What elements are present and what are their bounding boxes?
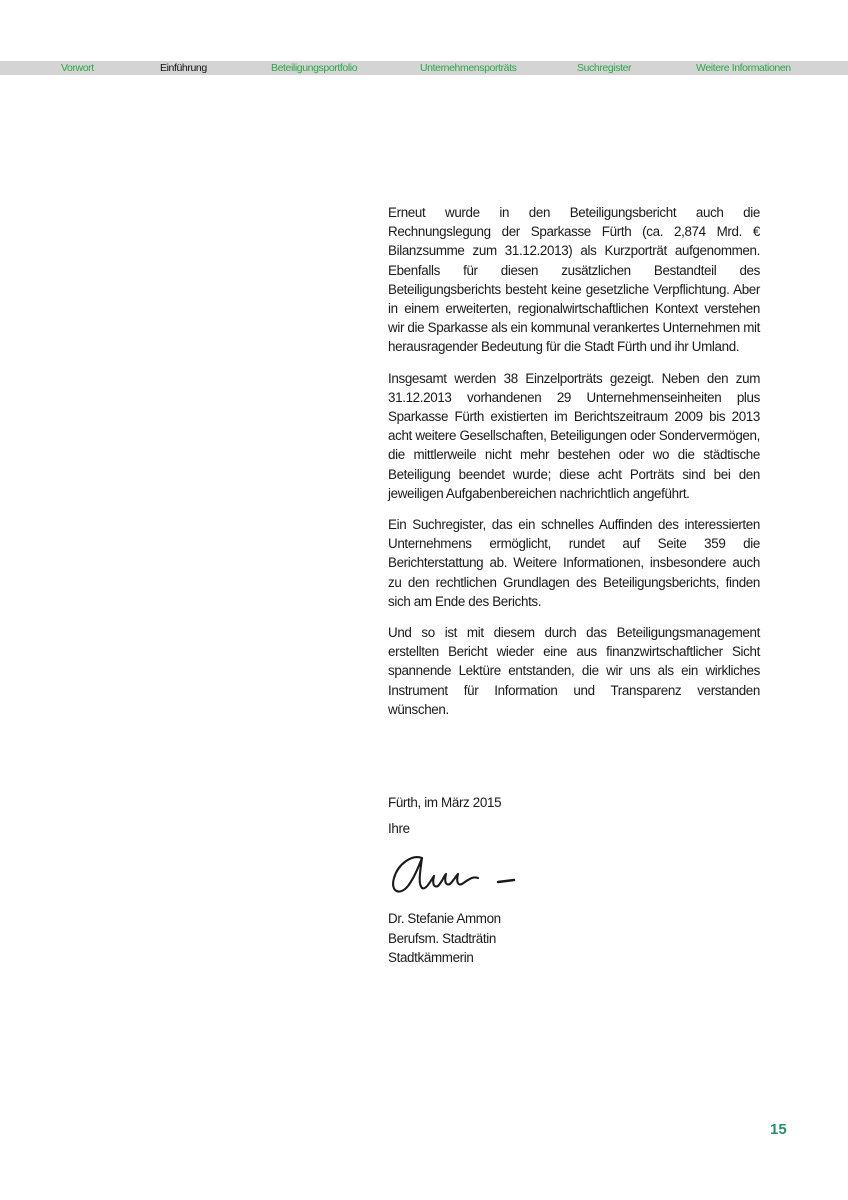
signer-name: Dr. Stefanie Ammon bbox=[388, 911, 501, 926]
nav-link-beteiligungsportfolio[interactable]: Beteiligungsportfolio bbox=[271, 62, 358, 74]
paragraph-rechnungslegung: Erneut wurde in den Beteiligungsbericht auch die Rechnungslegung der Sparkasse Fürth (ca. 2,874 Mrd. € Bilanzsumme zum 31.12.2013) als Kurzporträt aufgenommen. Ebenfalls für diesen zusätzlichen Bestandteil des Beteiligungsberichts besteht keine gesetzliche Verpflichtung. Aber in einem erweiterten, regionalwirtschaftlichen Kontext verstehen wir die Sparkasse als ein kommunal verankertes Unternehmen mit herausragender Bedeutung für die Stadt Fürth und ihr Umland. bbox=[388, 205, 761, 355]
signer-block bbox=[388, 909, 501, 968]
signer-title: Berufsm. Stadträtin bbox=[388, 930, 496, 946]
nav-link-unternehmensportraets[interactable]: Unternehmensporträts bbox=[420, 62, 517, 74]
signer-role: Stadtkämmerin bbox=[388, 950, 474, 965]
top-navigation-bar bbox=[0, 61, 848, 75]
closing-block bbox=[388, 793, 688, 838]
nav-link-weitere-informationen[interactable]: Weitere Informationen bbox=[696, 62, 791, 74]
page-number: 15 bbox=[770, 1121, 787, 1138]
nav-link-suchregister[interactable]: Suchregister bbox=[577, 62, 632, 74]
place-date: Fürth, im März 2015 bbox=[388, 795, 502, 810]
paragraph-fazit: Und so ist mit diesem durch das Beteiligungsmanagement erstellten Bericht wieder eine aus finanzwirtschaftlicher Sicht spannende Lektüre entstanden, die wir uns als ein wirkliches Instrument für Information und Transparenz verstanden wünschen. bbox=[388, 625, 760, 717]
paragraph-einzelportraets: Insgesamt werden 38 Einzelporträts gezeigt. Neben den zum 31.12.2013 vorhandenen 29 Unternehmenseinheiten plus Sparkasse Fürth existierten im Berichtszeitraum 2009 bis 2013 acht weitere Gesellschaften, Beteiligungen oder Sondervermögen, die mittlerweile nicht mehr bestehen oder wo die städtische Beteiligung beendet wurde; diese acht Porträts sind bei den jeweiligen Aufgabenbereichen nachrichtlich angeführt. bbox=[388, 370, 760, 501]
nav-link-vorwort[interactable]: Vorwort bbox=[61, 62, 94, 74]
paragraph-suchregister: Ein Suchregister, das ein schnelles Auffinden des interessierten Unternehmens ermöglicht, rundet auf Seite 359 die Berichterstattung ab. Weitere Informationen, insbesondere auch zu den rechtlichen Grundlagen des Beteiligungsberichts, finden sich am Ende des Berichts. bbox=[388, 517, 760, 609]
body-text bbox=[388, 203, 760, 719]
greeting: Ihre bbox=[388, 821, 410, 837]
nav-link-einfuehrung[interactable]: Einführung bbox=[160, 62, 207, 74]
handwritten-signature bbox=[388, 848, 528, 900]
